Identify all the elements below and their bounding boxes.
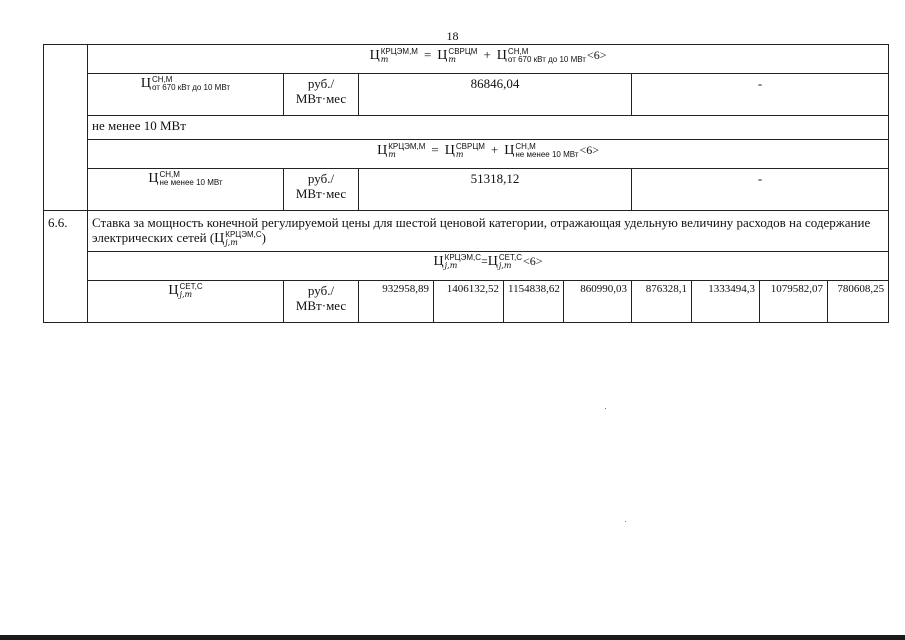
section-number-cell: 6.6. bbox=[44, 211, 88, 323]
value-cell-4: 860990,03 bbox=[564, 281, 632, 323]
section3-formula: Ц КРЦЭМ,С j,m =Ц СЕТ,С j,m <6> bbox=[88, 252, 889, 281]
section1-formula-row bbox=[44, 45, 889, 74]
section3-text-row bbox=[44, 211, 889, 252]
value-cell: 51318,12 bbox=[359, 169, 632, 211]
footnote-ref: <6> bbox=[579, 143, 600, 157]
footnote-ref: <6> bbox=[586, 48, 607, 62]
formula-term2: Ц СН,М от 670 кВт до 10 МВт bbox=[496, 47, 586, 65]
scan-speck bbox=[605, 408, 606, 409]
page-number: 18 bbox=[446, 29, 459, 43]
section3-description: Ставка за мощность конечной регулируемой цены для шестой ценовой категории, отражающая удельную величину расходов на содержание электрических сетей (Ц КРЦЭМ,С j,m ) bbox=[88, 211, 889, 252]
unit-cell: руб./ МВт·мес bbox=[284, 281, 359, 323]
value-cell-1: 932958,89 bbox=[359, 281, 434, 323]
section3-data-row bbox=[44, 281, 889, 323]
unit-cell: руб./ МВт·мес bbox=[284, 169, 359, 211]
value-cell-2: 1406132,52 bbox=[434, 281, 504, 323]
value-cell-3: 1154838,62 bbox=[504, 281, 564, 323]
value-cell-5: 876328,1 bbox=[632, 281, 692, 323]
section2-heading-row bbox=[44, 116, 889, 140]
section2-heading: не менее 10 МВт bbox=[88, 116, 889, 140]
symbol-cell: Ц СН,М от 670 кВт до 10 МВт bbox=[88, 74, 284, 116]
symbol-cell: Ц СН,М не менее 10 МВт bbox=[88, 169, 284, 211]
tariff-table bbox=[43, 44, 889, 323]
dash-cell: - bbox=[632, 74, 889, 116]
dash-cell: - bbox=[632, 169, 889, 211]
value-cell-8: 780608,25 bbox=[828, 281, 889, 323]
formula-lhs: Ц КРЦЭМ,М m bbox=[369, 47, 418, 65]
unit-cell: руб./ МВт·мес bbox=[284, 74, 359, 116]
scan-bottom-edge bbox=[0, 635, 905, 640]
section1-formula: Ц КРЦЭМ,М m = Ц СВРЦМ m + Ц СН,М от 670 кВт до 10 МВт <6> bbox=[88, 45, 889, 74]
section2-formula: Ц КРЦЭМ,М m = Ц СВРЦМ m + Ц СН,М не менее 10 МВт <6> bbox=[88, 140, 889, 169]
formula-term1: Ц СВРЦМ m bbox=[437, 47, 478, 65]
section1-data-row bbox=[44, 74, 889, 116]
section3-formula-row bbox=[44, 252, 889, 281]
scan-speck bbox=[625, 521, 626, 522]
value-cell: 86846,04 bbox=[359, 74, 632, 116]
section2-formula-row bbox=[44, 140, 889, 169]
value-cell-6: 1333494,3 bbox=[692, 281, 760, 323]
continuation-number-cell bbox=[44, 45, 88, 211]
section2-data-row bbox=[44, 169, 889, 211]
value-cell-7: 1079582,07 bbox=[760, 281, 828, 323]
symbol-cell: Ц СЕТ,С j,m bbox=[88, 281, 284, 323]
footnote-ref: <6> bbox=[523, 254, 543, 269]
